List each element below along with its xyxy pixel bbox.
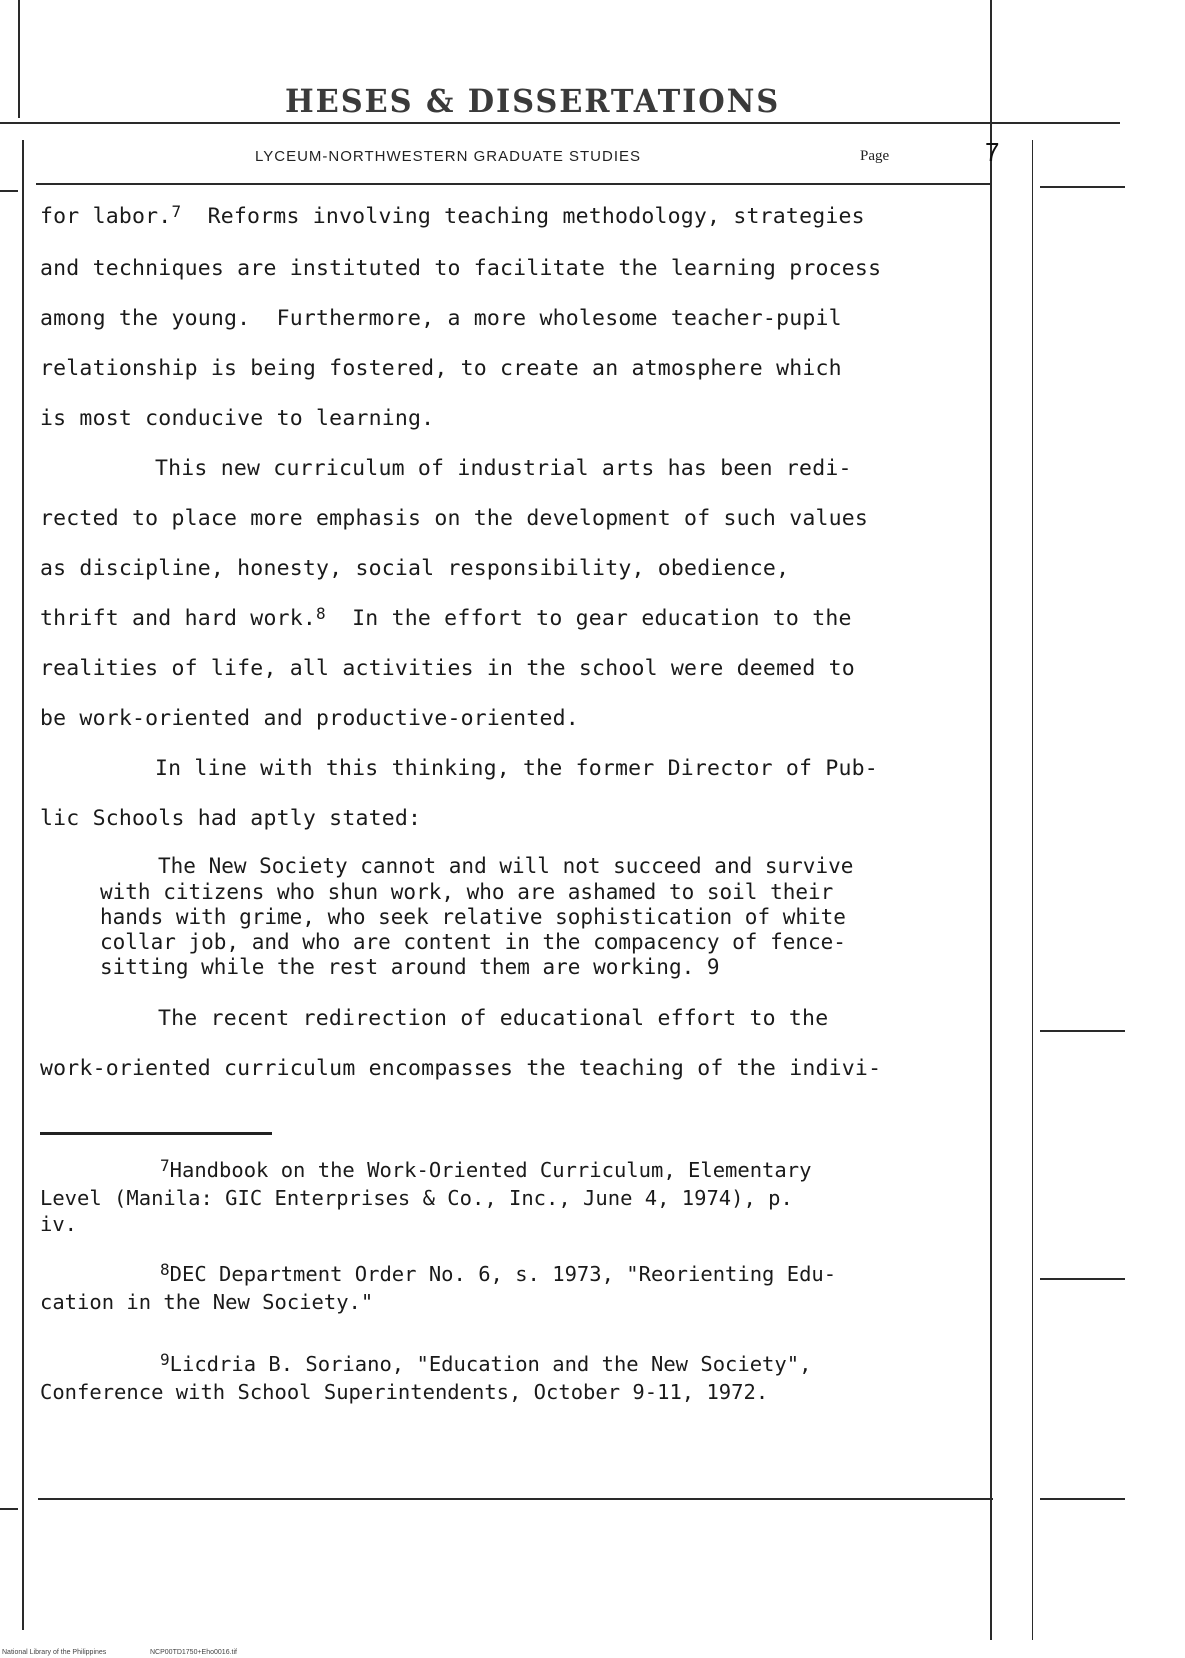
footnote-rule [40, 1132, 272, 1135]
body-line: is most conducive to learning. [40, 406, 435, 431]
body-line: work-oriented curriculum encompasses the teaching of the indivi- [40, 1056, 882, 1081]
quote-line: collar job, and who are content in the compacency of fence- [100, 930, 846, 954]
body-line: thrift and hard work.$^8$ In the effort to gear education to the [40, 604, 852, 631]
body-line: and techniques are instituted to facilitate the learning process [40, 256, 882, 281]
header-title: LYCEUM-NORTHWESTERN GRADUATE STUDIES [255, 148, 642, 165]
body-line: among the young. Furthermore, a more wholesome teacher-pupil [40, 306, 842, 331]
footnote-8-line: cation in the New Society." [40, 1290, 374, 1314]
footnote-ref-8: 8 [316, 604, 326, 623]
footnote-7-line: iv. [40, 1212, 78, 1236]
body-line: realities of life, all activities in the school were deemed to [40, 656, 855, 681]
body-line: as discipline, honesty, social responsibility, obedience, [40, 556, 790, 581]
scan-footer-library: National Library of the Philippines [2, 1649, 107, 1656]
quote-line: hands with grime, who seek relative sophistication of white [100, 905, 846, 929]
header-rule [36, 183, 991, 185]
footnote-ref-7: 7 [171, 202, 182, 221]
bottom-rule [38, 1498, 993, 1500]
thesis-stamp: HESES & DISSERTATIONS [285, 82, 781, 120]
scan-footer-filename: NCP00TD1750+Eho0016.tif [150, 1649, 237, 1656]
body-line: rected to place more emphasis on the development of such values [40, 506, 869, 531]
footnote-9-line: $^9$Licdria B. Soriano, "Education and the New Society", [160, 1350, 812, 1376]
frame-left-outer [18, 0, 20, 118]
body-line: In line with this thinking, the former Director of Pub- [155, 756, 878, 781]
right-margin-tick-2 [1040, 1030, 1125, 1032]
footnote-8-line: $^8$DEC Department Order No. 6, s. 1973, "Reorienting Edu- [160, 1260, 837, 1286]
right-margin-tick-3 [1040, 1278, 1125, 1280]
header-page-label: Page [860, 148, 890, 164]
body-line: The recent redirection of educational effort to the [158, 1006, 829, 1031]
body-line: for labor.$^7$ Reforms involving teaching methodology, strategies [40, 202, 865, 229]
footnote-7-line: $^7$Handbook on the Work-Oriented Curriculum, Elementary [160, 1156, 812, 1182]
right-margin-tick-4 [1040, 1498, 1125, 1500]
body-line: relationship is being fostered, to create an atmosphere which [40, 356, 842, 381]
footnote-7-line: Level (Manila: GIC Enterprises & Co., Inc., June 4, 1974), p. [40, 1186, 793, 1210]
frame-right [990, 0, 992, 1640]
body-line: lic Schools had aptly stated: [40, 806, 422, 831]
right-margin-tick-1 [1040, 186, 1125, 188]
frame-left-inner [22, 140, 24, 1630]
left-margin-tick-2 [0, 1508, 18, 1510]
frame-top-rule [0, 122, 1120, 124]
footnote-9-line: Conference with School Superintendents, October 9-11, 1972. [40, 1380, 769, 1404]
header-page-number: 7 [985, 137, 1000, 167]
left-margin-tick-1 [0, 190, 18, 192]
body-line: be work-oriented and productive-oriented. [40, 706, 579, 731]
quote-line: sitting while the rest around them are working. 9 [100, 955, 720, 979]
quote-line: with citizens who shun work, who are ashamed to soil their [100, 880, 834, 904]
body-line: This new curriculum of industrial arts has been redi- [155, 456, 852, 481]
quote-line: The New Society cannot and will not succeed and survive [158, 854, 854, 878]
frame-right-outer [1032, 140, 1033, 1640]
